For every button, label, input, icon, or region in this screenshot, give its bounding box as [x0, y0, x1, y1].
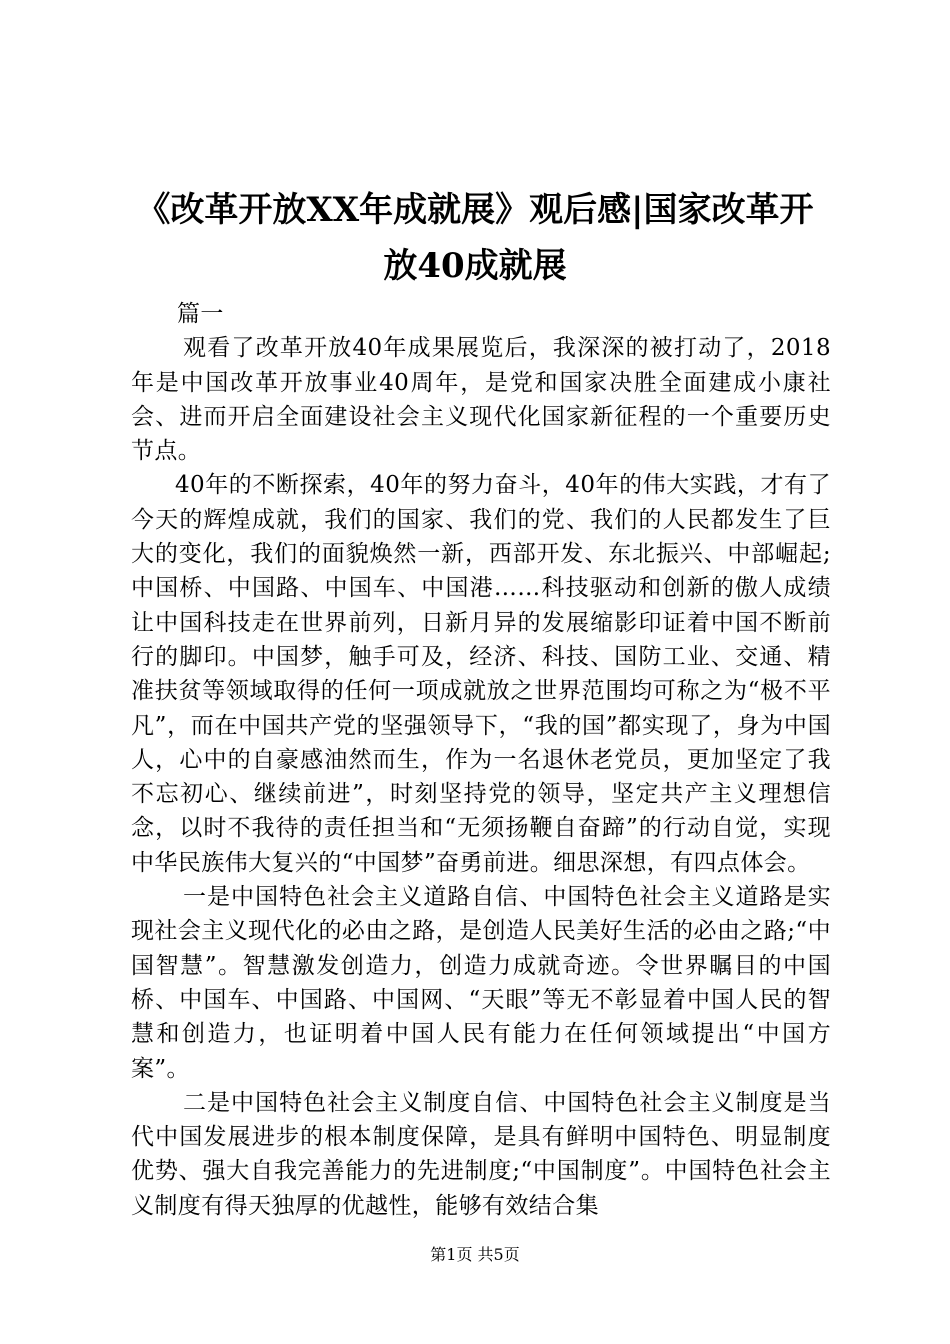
document-title: 《改革开放XX年成就展》观后感|国家改革开放40成就展: [136, 190, 814, 286]
page-footer: 第1页 共5页: [430, 1245, 520, 1264]
paragraph-1: 观看了改革开放40年成果展览后，我深深的被打动了，2018年是中国改革开放事业40周年，是党和国家决胜全面建成小康社会、进而开启全面建设社会主义现代化国家新征程的一个重要历史节点。: [131, 335, 831, 465]
document-body: [131, 297, 831, 1223]
section-label: 篇一: [177, 301, 224, 327]
paragraph-4: 二是中国特色社会主义制度自信、中国特色社会主义制度是当代中国发展进步的根本制度保障，是具有鲜明中国特色、明显制度优势、强大自我完善能力的先进制度;“中国制度”。中国特色社会主义制度有得天独厚的优越性，能够有效结合集: [131, 1089, 831, 1219]
paragraph-3: 一是中国特色社会主义道路自信、中国特色社会主义道路是实现社会主义现代化的必由之路，是创造人民美好生活的必由之路;“中国智慧”。智慧激发创造力，创造力成就奇迹。令世界瞩目的中国桥、中国车、中国路、中国网、“天眼”等无不彰显着中国人民的智慧和创造力，也证明着中国人民有能力在任何领域提出“中国方案”。: [131, 884, 831, 1082]
paragraph-2: 40年的不断探索，40年的努力奋斗，40年的伟大实践，才有了今天的辉煌成就，我们的国家、我们的党、我们的人民都发生了巨大的变化，我们的面貌焕然一新，西部开发、东北振兴、中部崛起;中国桥、中国路、中国车、中国港……科技驱动和创新的傲人成绩让中国科技走在世界前列，日新月异的发展缩影印证着中国不断前行的脚印。中国梦，触手可及，经济、科技、国防工业、交通、精准扶贫等领域取得的任何一项成就放之世界范围均可称之为“极不平凡”，而在中国共产党的坚强领导下，“我的国”都实现了，身为中国人，心中的自豪感油然而生，作为一名退休老党员，更加坚定了我不忘初心、继续前进”，时刻坚持党的领导，坚定共产主义理想信念，以时不我待的责任担当和“无须扬鞭自奋蹄”的行动自觉，实现中华民族伟大复兴的“中国梦”奋勇前进。细思深想，有四点体会。: [131, 472, 831, 876]
